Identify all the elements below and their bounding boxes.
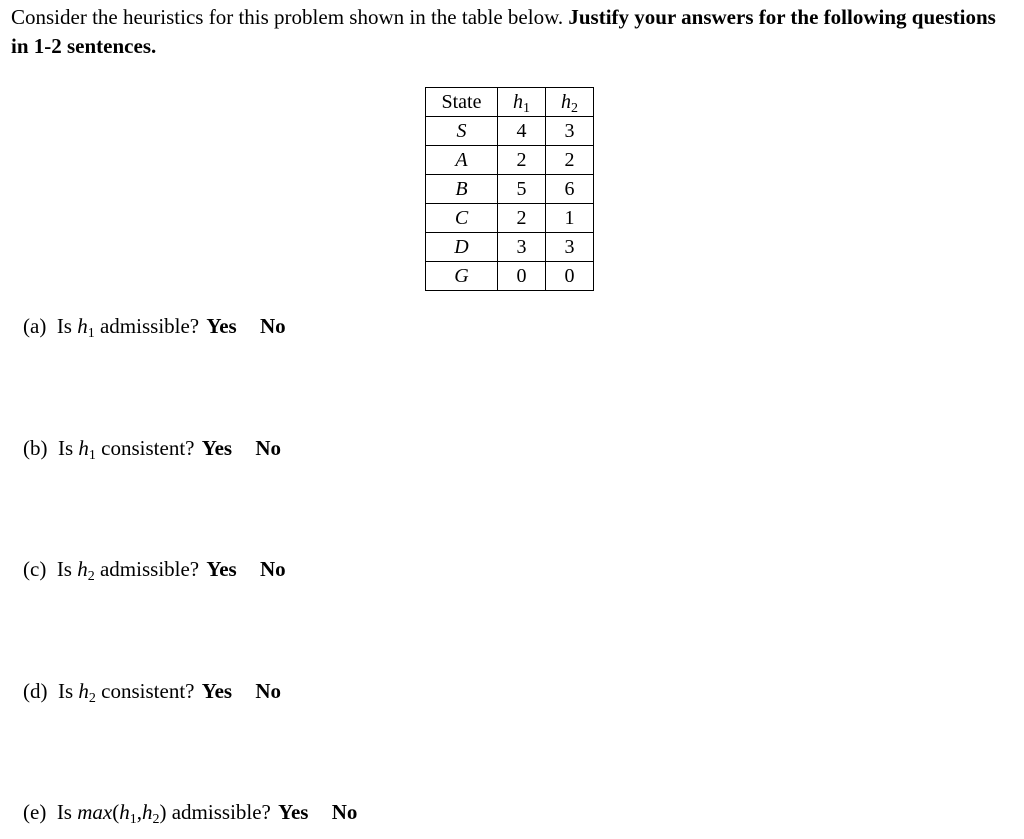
question-label: (a) — [23, 314, 47, 338]
cell-h1: 3 — [498, 233, 546, 262]
answer-no-option[interactable]: No — [259, 557, 286, 581]
question-e: (e) Is $\max(h_1,h_2)$ admissible? Yes No — [23, 800, 358, 827]
question-label: (d) — [23, 679, 48, 703]
table-row — [426, 233, 594, 262]
cell-h1: 2 — [498, 204, 546, 233]
header-state: State — [426, 88, 498, 117]
problem-intro — [11, 3, 1016, 61]
cell-h2: 2 — [546, 146, 594, 175]
cell-h2: 0 — [546, 262, 594, 291]
header-h1: $h_1$ — [498, 88, 546, 117]
answer-yes-option[interactable]: Yes — [201, 679, 233, 703]
intro-instruction: Justify your answers for the following questions in 1-2 sentences. — [11, 5, 996, 58]
answer-no-option[interactable]: No — [255, 436, 281, 460]
cell-h2: 3 — [546, 233, 594, 262]
table-row — [426, 175, 594, 204]
question-label: (c) — [23, 557, 47, 581]
answer-no-option[interactable]: No — [259, 314, 286, 338]
answer-no-option[interactable]: No — [331, 800, 358, 824]
header-h2: $h_2$ — [546, 88, 594, 117]
table-header-row — [426, 88, 594, 117]
cell-state: A — [426, 146, 498, 175]
table-row — [426, 146, 594, 175]
cell-state: B — [426, 175, 498, 204]
intro-text: Consider the heuristics for this problem shown in the table below. — [11, 5, 564, 29]
cell-h2: 6 — [546, 175, 594, 204]
cell-h1: 0 — [498, 262, 546, 291]
cell-state: D — [426, 233, 498, 262]
answer-yes-option[interactable]: Yes — [201, 436, 233, 460]
question-label: (e) — [23, 800, 47, 824]
question-d: (d) Is $h_2$ consistent? Yes No — [23, 679, 281, 706]
cell-state: C — [426, 204, 498, 233]
answer-yes-option[interactable]: Yes — [206, 314, 237, 338]
cell-h1: 5 — [498, 175, 546, 204]
table-row — [426, 262, 594, 291]
cell-h2: 1 — [546, 204, 594, 233]
cell-state: S — [426, 117, 498, 146]
cell-h1: 2 — [498, 146, 546, 175]
answer-yes-option[interactable]: Yes — [278, 800, 309, 824]
question-b: (b) Is $h_1$ consistent? Yes No — [23, 436, 281, 463]
answer-no-option[interactable]: No — [255, 679, 281, 703]
question-a: (a) Is $h_1$ admissible? Yes No — [23, 314, 286, 341]
heuristics-table — [425, 87, 594, 291]
cell-h1: 4 — [498, 117, 546, 146]
question-label: (b) — [23, 436, 48, 460]
question-c: (c) Is $h_2$ admissible? Yes No — [23, 557, 286, 584]
cell-state: G — [426, 262, 498, 291]
table-row — [426, 117, 594, 146]
cell-h2: 3 — [546, 117, 594, 146]
table-row — [426, 204, 594, 233]
answer-yes-option[interactable]: Yes — [206, 557, 237, 581]
